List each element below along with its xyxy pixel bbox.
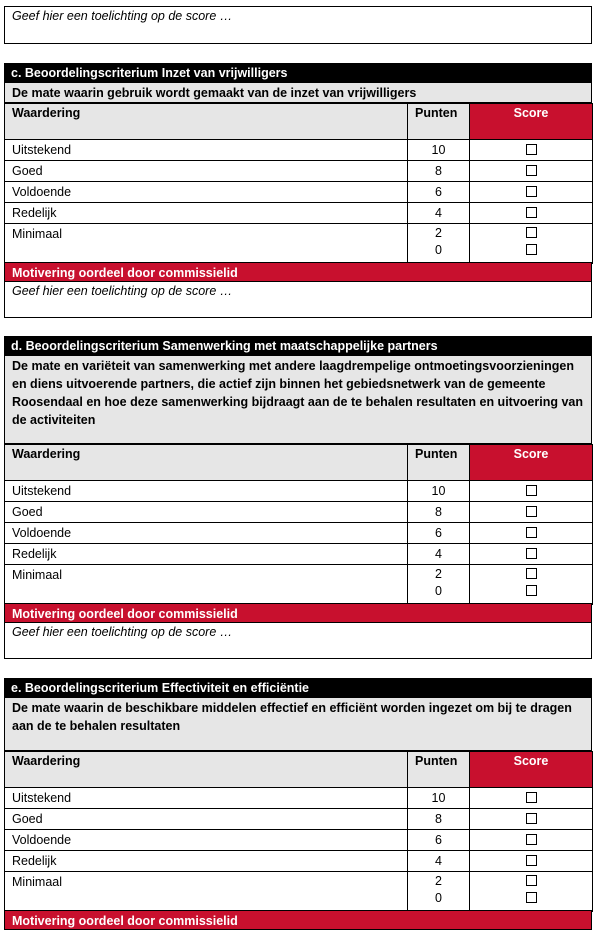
- score-checkbox[interactable]: [526, 227, 537, 238]
- section-d-title: d. Beoordelingscriterium Samenwerking met maatschappelijke partners: [4, 336, 592, 356]
- row-points: 8: [408, 161, 470, 182]
- table-row: [5, 544, 593, 565]
- col-waardering-header: Waardering: [5, 752, 408, 788]
- row-label: Goed: [5, 161, 408, 182]
- row-points: 8: [408, 809, 470, 830]
- row-label: Minimaal: [5, 224, 408, 264]
- row-label: Redelijk: [5, 851, 408, 872]
- score-checkbox[interactable]: [526, 813, 537, 824]
- table-row: [5, 224, 593, 264]
- row-label: Redelijk: [5, 203, 408, 224]
- score-checkbox[interactable]: [526, 506, 537, 517]
- row-label: Voldoende: [5, 182, 408, 203]
- col-punten-header: Punten: [408, 752, 470, 788]
- table-row: [5, 565, 593, 605]
- table-row: [5, 140, 593, 161]
- motivering-header: Motivering oordeel door commissielid: [4, 262, 592, 282]
- row-points-a: 2: [435, 567, 442, 581]
- score-checkbox[interactable]: [526, 485, 537, 496]
- score-checkbox[interactable]: [526, 875, 537, 886]
- comment-box-c[interactable]: [4, 282, 592, 318]
- row-points: 4: [408, 544, 470, 565]
- row-points: [408, 872, 470, 912]
- row-label: Uitstekend: [5, 140, 408, 161]
- section-c-description: De mate waarin gebruik wordt gemaakt van de inzet van vrijwilligers: [4, 83, 592, 103]
- section-e-description: De mate waarin de beschikbare middelen effectief en efficiënt worden ingezet om bij te dragen aan de te behalen resultaten: [4, 698, 592, 751]
- section-d-score-table: [4, 444, 593, 605]
- row-label: Voldoende: [5, 523, 408, 544]
- row-points-b: 0: [435, 243, 442, 257]
- col-waardering-header: Waardering: [5, 104, 408, 140]
- row-points-a: 2: [435, 874, 442, 888]
- table-row: [5, 788, 593, 809]
- table-row: [5, 182, 593, 203]
- comment-box-d[interactable]: [4, 623, 592, 659]
- score-checkbox[interactable]: [526, 892, 537, 903]
- col-punten-header: Punten: [408, 104, 470, 140]
- row-label: Uitstekend: [5, 481, 408, 502]
- score-checkbox[interactable]: [526, 165, 537, 176]
- comment-placeholder: Geef hier een toelichting op de score …: [12, 625, 233, 639]
- score-checkbox[interactable]: [526, 568, 537, 579]
- section-e-score-table: [4, 751, 593, 912]
- row-points: 6: [408, 830, 470, 851]
- table-row: [5, 872, 593, 912]
- score-checkbox[interactable]: [526, 244, 537, 255]
- score-checkbox[interactable]: [526, 527, 537, 538]
- row-points: 4: [408, 851, 470, 872]
- table-row: [5, 809, 593, 830]
- table-row: [5, 523, 593, 544]
- table-row: [5, 203, 593, 224]
- col-score-header: Score: [470, 752, 593, 788]
- col-score-header: Score: [470, 104, 593, 140]
- row-points: 6: [408, 182, 470, 203]
- row-points: [408, 224, 470, 264]
- row-label: Minimaal: [5, 872, 408, 912]
- table-row: [5, 851, 593, 872]
- section-d-description: De mate en variëteit van samenwerking met andere laagdrempelige ontmoetingsvoorzieningen en diens uitvoerende partners, die actief zijn binnen het gebiedsnetwerk van de gemeente Roosendaal en hoe deze samenwerking bijdraagt aan de te behalen resultaten en uitvoering van de activiteiten: [4, 356, 592, 444]
- score-checkbox[interactable]: [526, 834, 537, 845]
- score-checkbox[interactable]: [526, 792, 537, 803]
- comment-placeholder: Geef hier een toelichting op de score …: [12, 9, 233, 23]
- section-c-score-table: [4, 103, 593, 264]
- row-points-a: 2: [435, 226, 442, 240]
- col-punten-header: Punten: [408, 445, 470, 481]
- col-score-header: Score: [470, 445, 593, 481]
- row-label: Voldoende: [5, 830, 408, 851]
- row-points: 10: [408, 788, 470, 809]
- row-label: Goed: [5, 809, 408, 830]
- comment-box-b[interactable]: [4, 6, 592, 44]
- row-points-b: 0: [435, 584, 442, 598]
- score-checkbox[interactable]: [526, 207, 537, 218]
- row-points-b: 0: [435, 891, 442, 905]
- section-c-title: c. Beoordelingscriterium Inzet van vrijwilligers: [4, 63, 592, 83]
- row-points: 10: [408, 140, 470, 161]
- col-waardering-header: Waardering: [5, 445, 408, 481]
- comment-placeholder: Geef hier een toelichting op de score …: [12, 284, 233, 298]
- score-checkbox[interactable]: [526, 144, 537, 155]
- motivering-header: Motivering oordeel door commissielid: [4, 603, 592, 623]
- score-checkbox[interactable]: [526, 548, 537, 559]
- row-label: Goed: [5, 502, 408, 523]
- score-checkbox[interactable]: [526, 186, 537, 197]
- row-label: Uitstekend: [5, 788, 408, 809]
- table-row: [5, 830, 593, 851]
- table-row: [5, 161, 593, 182]
- score-checkbox[interactable]: [526, 855, 537, 866]
- row-points: 6: [408, 523, 470, 544]
- row-points: [408, 565, 470, 605]
- row-points: 4: [408, 203, 470, 224]
- row-label: Redelijk: [5, 544, 408, 565]
- row-points: 10: [408, 481, 470, 502]
- motivering-header: Motivering oordeel door commissielid: [4, 910, 592, 930]
- row-points: 8: [408, 502, 470, 523]
- table-row: [5, 502, 593, 523]
- table-row: [5, 481, 593, 502]
- row-label: Minimaal: [5, 565, 408, 605]
- section-e-title: e. Beoordelingscriterium Effectiviteit en efficiëntie: [4, 678, 592, 698]
- score-checkbox[interactable]: [526, 585, 537, 596]
